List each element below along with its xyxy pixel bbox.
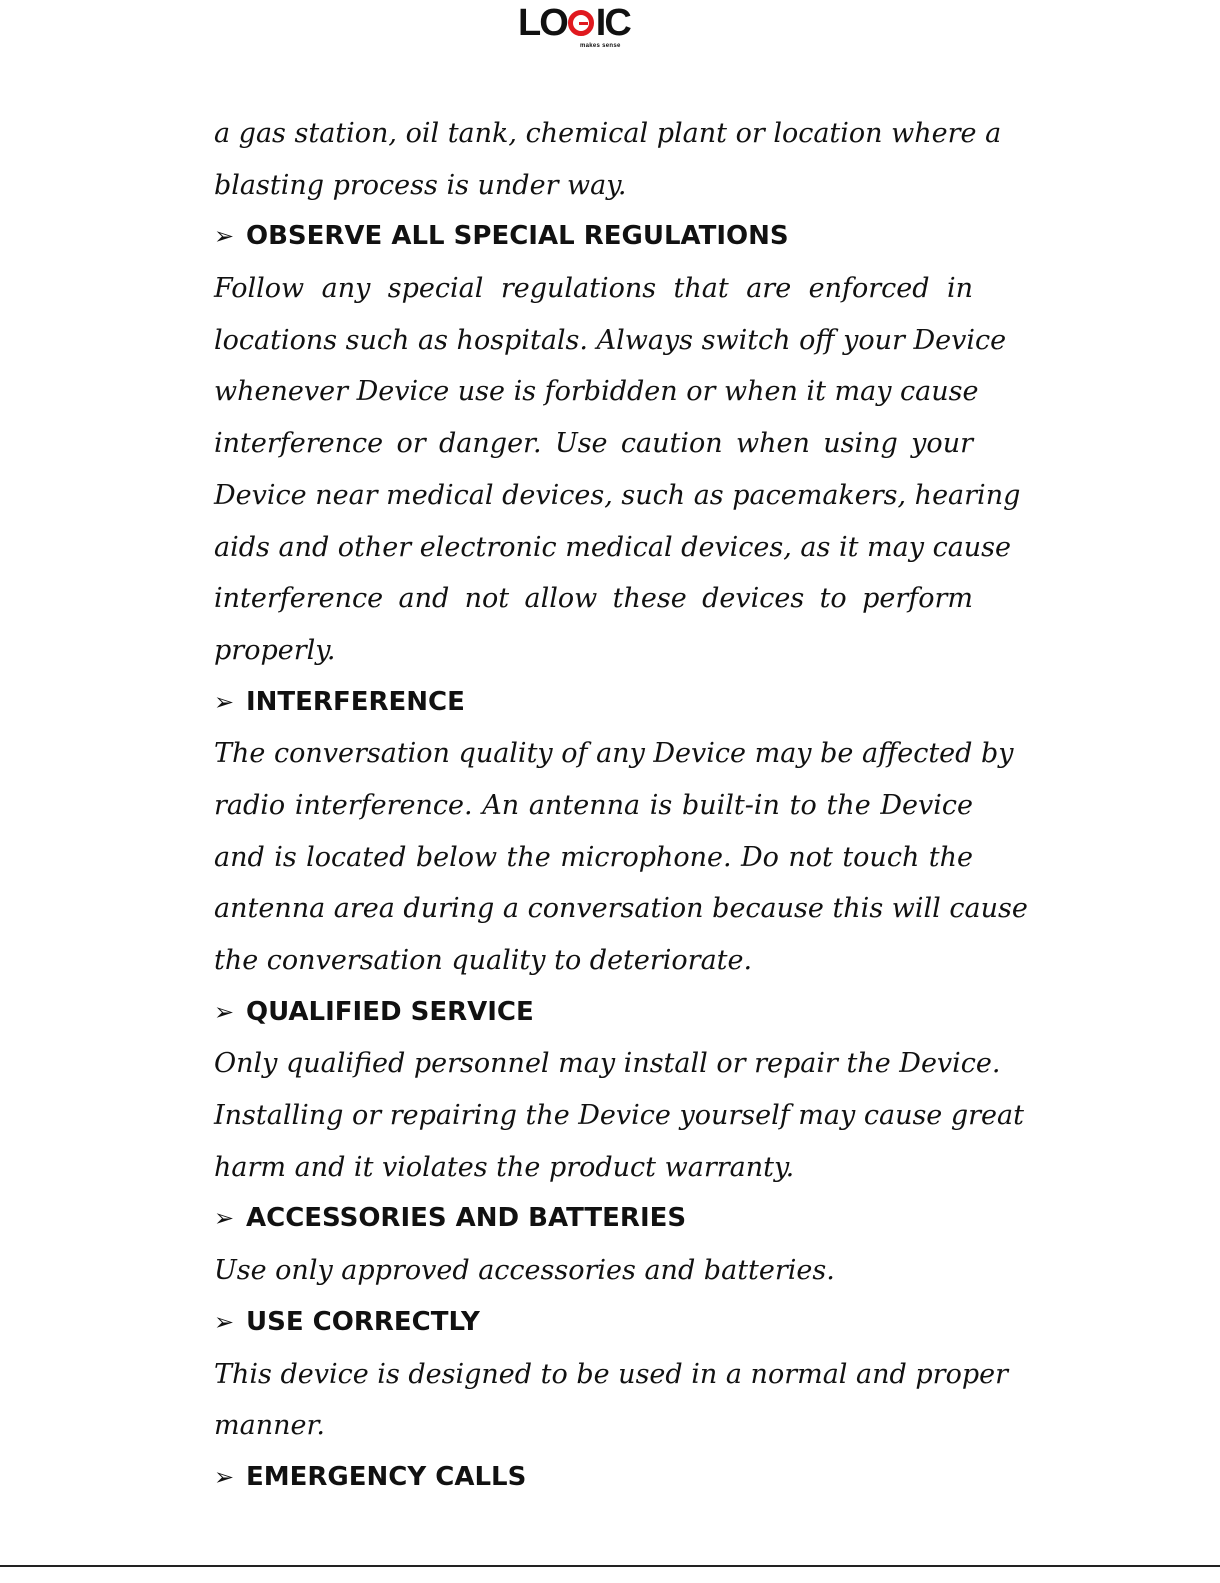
body-text-line: locations such as hospitals. Always switch off your Device (214, 324, 1007, 356)
body-text-line: manner. (214, 1410, 325, 1442)
logo-wordmark: LO IC (518, 2, 630, 44)
body-text-line: interference and not allow these devices to perform (214, 583, 973, 615)
bullet-arrow-icon: ➢ (214, 1462, 235, 1491)
logo-tagline: makes sense (580, 43, 621, 49)
body-text-line: properly. (214, 634, 336, 666)
bullet-arrow-icon: ➢ (214, 997, 235, 1026)
section-heading (214, 211, 973, 263)
section-heading-text: USE CORRECTLY (246, 1306, 480, 1337)
body-text-line: whenever Device use is forbidden or when it may cause (214, 376, 979, 408)
body-text-line: interference or danger. Use caution when using your (214, 428, 973, 460)
section-heading (214, 987, 973, 1039)
body-text-line: Installing or repairing the Device yourself may cause great (214, 1100, 1024, 1132)
bullet-arrow-icon: ➢ (214, 687, 235, 716)
section-heading-text: INTERFERENCE (246, 686, 465, 717)
bullet-arrow-icon: ➢ (214, 1204, 235, 1233)
body-text-line: The conversation quality of any Device may be affected by (214, 738, 1014, 770)
body-text-line: the conversation quality to deteriorate. (214, 945, 753, 976)
body-text-line: Use only approved accessories and batteries. (214, 1255, 835, 1287)
section-heading (214, 1452, 973, 1504)
section-heading-text: OBSERVE ALL SPECIAL REGULATIONS (246, 221, 789, 252)
body-text-line: Device near medical devices, such as pacemakers, hearing (214, 479, 1021, 511)
page-bottom-divider (0, 1565, 1220, 1567)
body-text-line: Follow any special regulations that are enforced in (214, 273, 973, 305)
section-heading (214, 677, 973, 729)
body-text-line: radio interference. An antenna is built-in to the Device (214, 789, 973, 821)
brand-logo (518, 4, 638, 54)
body-text-line: blasting process is under way. (214, 169, 627, 201)
section-heading (214, 1193, 973, 1245)
body-text-line: harm and it violates the product warranty. (214, 1151, 795, 1183)
body-text-line: a gas station, oil tank, chemical plant or location where a (214, 118, 1002, 149)
section-heading (214, 1297, 973, 1349)
document-body (214, 108, 1028, 1504)
section-heading-text: EMERGENCY CALLS (246, 1461, 527, 1492)
body-text-line: and is located below the microphone. Do not touch the (214, 841, 973, 873)
logo-g-mark-icon (568, 10, 594, 36)
section-heading-text: QUALIFIED SERVICE (246, 996, 534, 1027)
bullet-arrow-icon: ➢ (214, 1307, 235, 1336)
body-text-line: aids and other electronic medical devices, as it may cause (214, 531, 1012, 563)
body-text-line: This device is designed to be used in a normal and proper (214, 1358, 1008, 1390)
section-heading-text: ACCESSORIES AND BATTERIES (246, 1203, 687, 1234)
body-text-line: antenna area during a conversation because this will cause (214, 893, 1028, 925)
body-text-line: Only qualified personnel may install or repair the Device. (214, 1048, 1001, 1080)
bullet-arrow-icon: ➢ (214, 222, 235, 251)
